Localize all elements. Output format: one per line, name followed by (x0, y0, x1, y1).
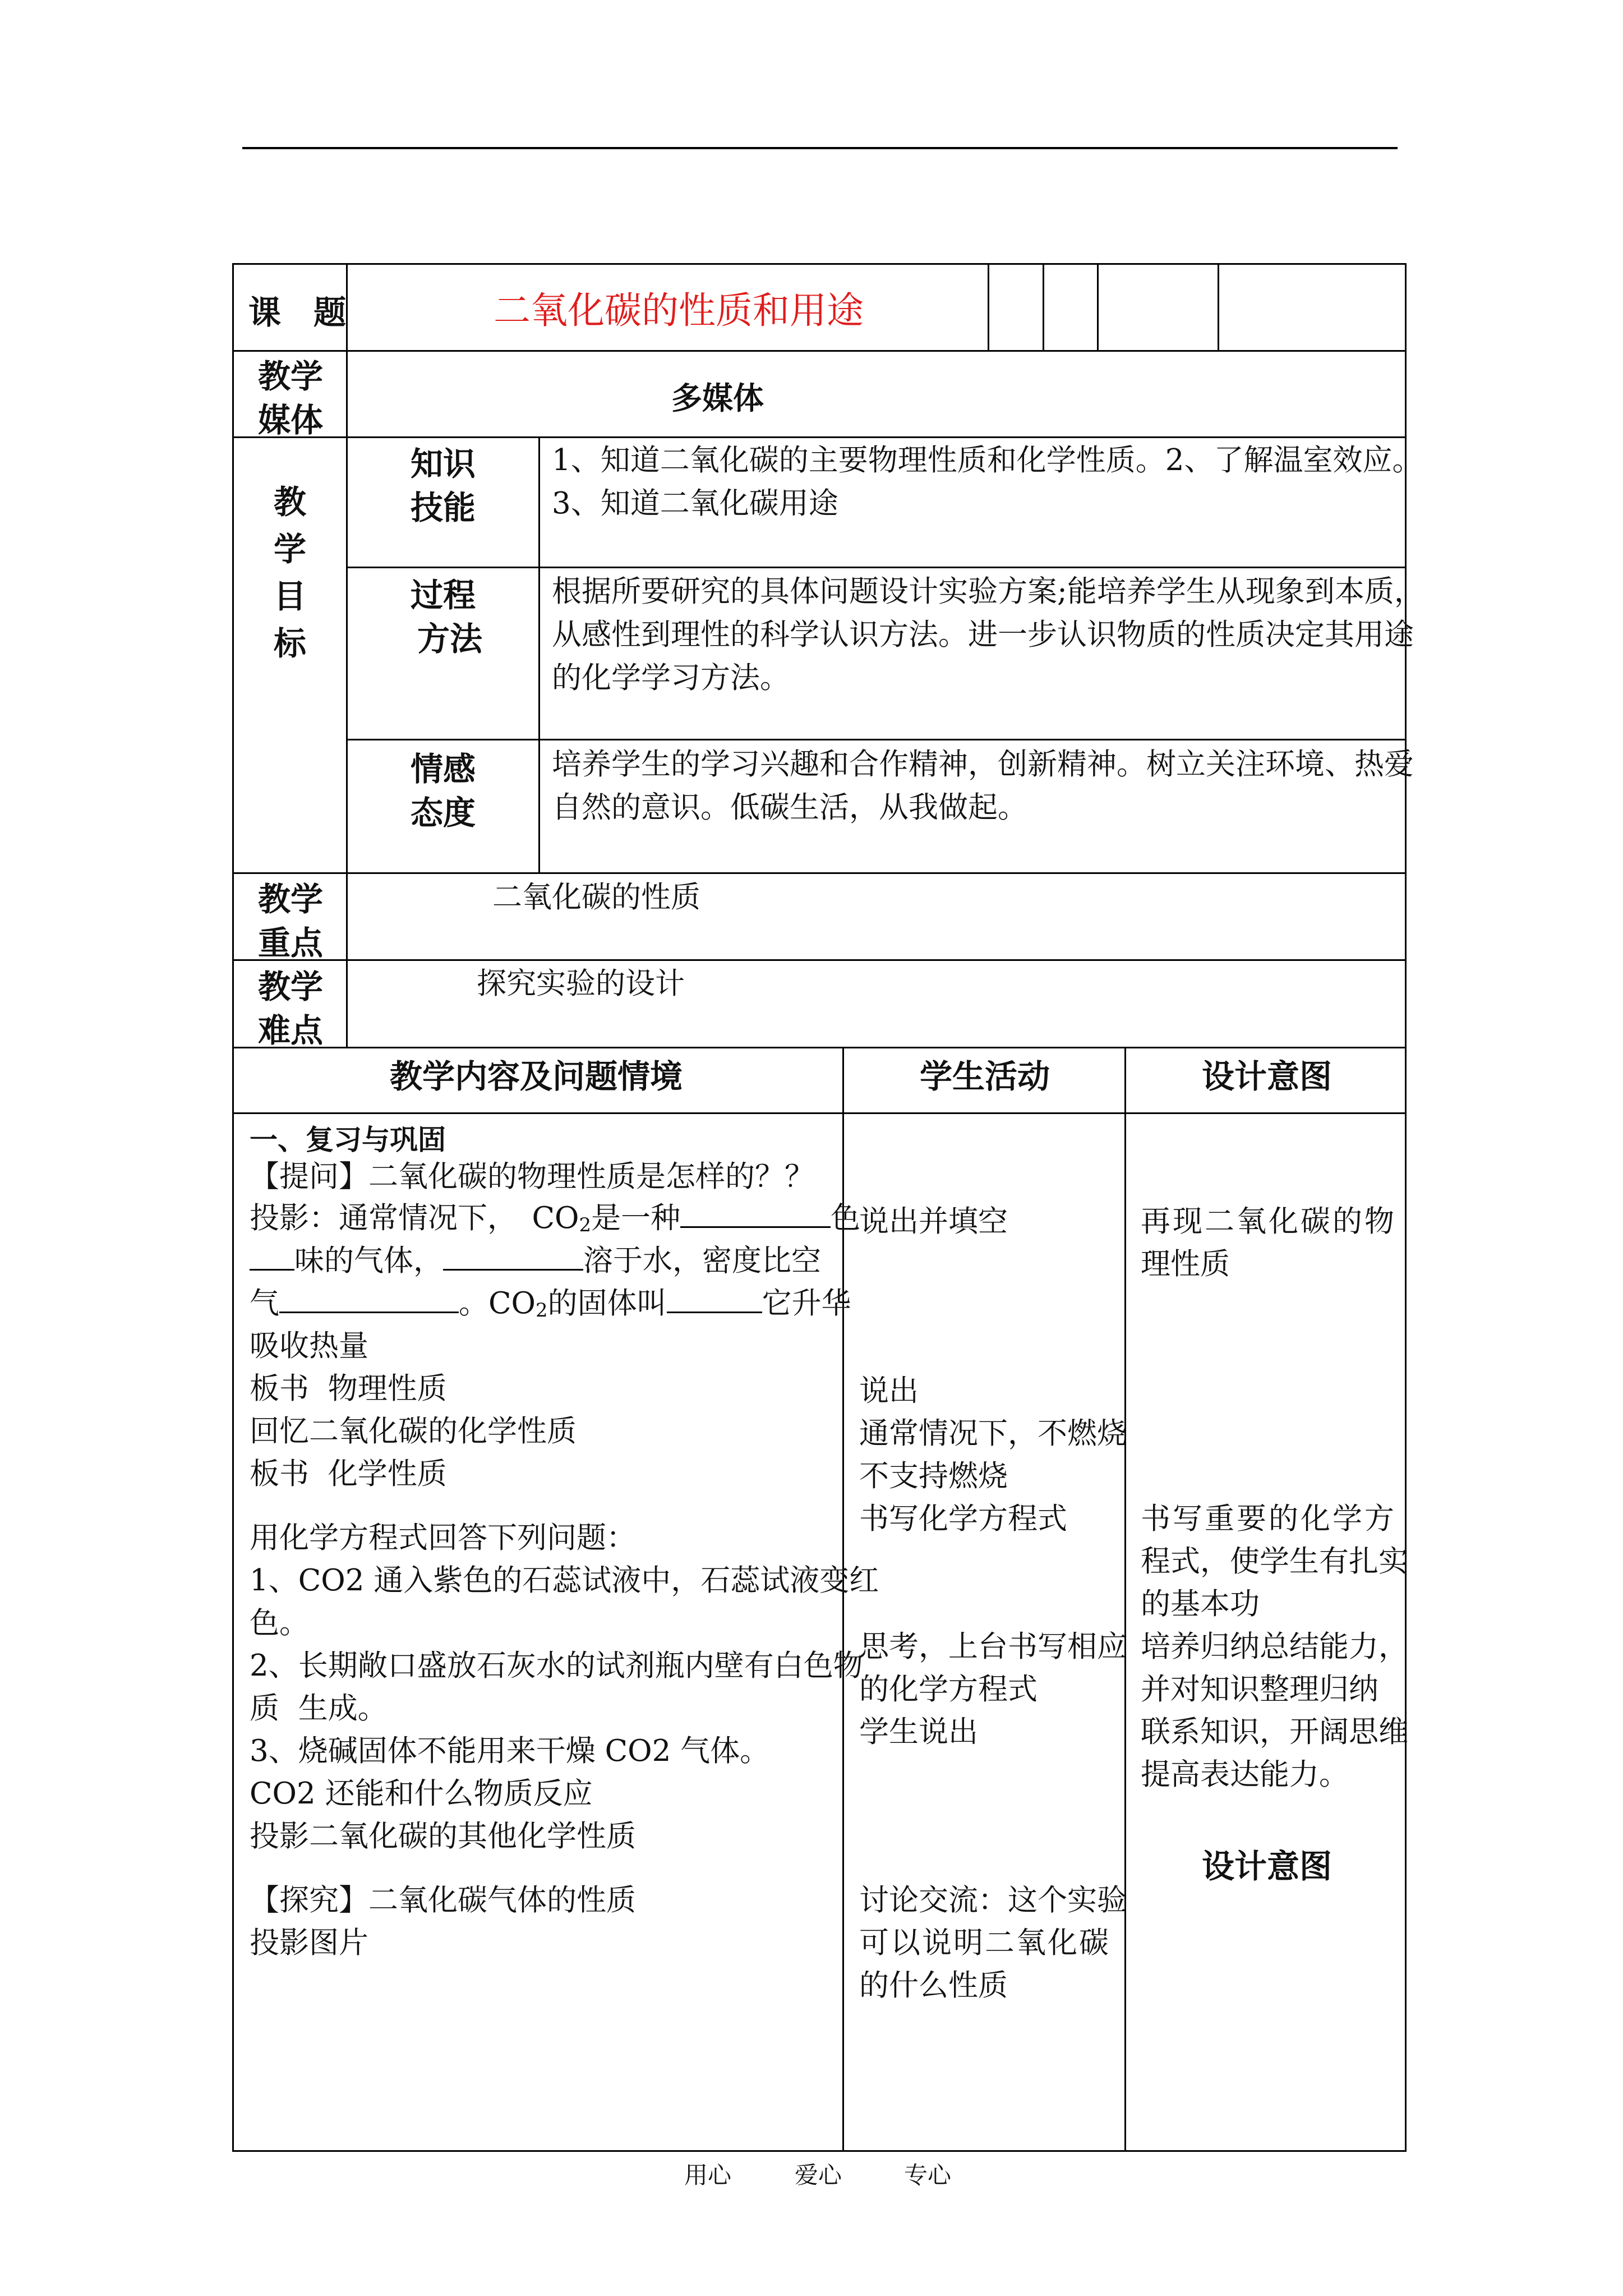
table-row-line (232, 959, 1407, 961)
focus-label-2: 重点 (258, 924, 324, 962)
table-col-line (1043, 263, 1044, 350)
fill-text: 投影：通常情况下， CO (250, 1201, 579, 1235)
emotion-line: 自然的意识。低碳生活，从我做起。 (552, 790, 1027, 825)
fill-text: 是一种 (591, 1201, 681, 1235)
knowledge-label-1: 知识 (411, 445, 476, 483)
table-border-bottom (232, 2150, 1407, 2152)
question-2b: 质 生成。 (250, 1691, 388, 1726)
design-intent: 并对知识整理归纳 (1141, 1672, 1378, 1706)
fill-text: 的固体叫 (547, 1286, 667, 1320)
knowledge-line: 3、知道二氧化碳用途 (552, 486, 838, 521)
footer-text-1: 用心 (684, 2161, 732, 2189)
student-activity: 说出并填空 (859, 1204, 1008, 1239)
explore-heading: 【探究】二氧化碳气体的性质 (250, 1883, 636, 1917)
table-col-line (1124, 1047, 1126, 2152)
table-col-line (1097, 263, 1099, 350)
question-1a: 1、CO2 通入紫色的石蕊试液中，石蕊试液变红 (250, 1563, 879, 1598)
student-activity: 学生说出 (859, 1715, 978, 1749)
projection-picture: 投影图片 (250, 1926, 368, 1960)
subscript: 2 (579, 1214, 592, 1236)
footer-text-2: 爱心 (795, 2161, 842, 2189)
design-intent-heading: 设计意图 (1202, 1847, 1332, 1885)
process-line: 从感性到理性的科学认识方法。进一步认识物质的性质决定其用途 (552, 618, 1414, 652)
table-row-line (232, 436, 1407, 438)
knowledge-line: 1、知道二氧化碳的主要物理性质和化学性质。2、了解温室效应。 (552, 443, 1422, 477)
goals-label-2: 学 (274, 530, 307, 568)
focus-label-1: 教学 (258, 880, 324, 918)
lesson-title: 二氧化碳的性质和用途 (494, 289, 864, 332)
footer-text-3: 专心 (904, 2161, 952, 2189)
table-border-left (232, 263, 234, 2152)
fill-line-b (250, 1240, 821, 1282)
student-activity: 讨论交流：这个实验 (859, 1883, 1127, 1917)
knowledge-label-2: 技能 (411, 489, 476, 527)
knowledge-text (552, 439, 1422, 525)
media-label-line1: 教学 (258, 357, 324, 395)
recall-chemical: 回忆二氧化碳的化学性质 (250, 1414, 577, 1448)
emotion-line: 培养学生的学习兴趣和合作精神，创新精神。树立关注环境、热爱 (552, 747, 1414, 781)
student-activity: 的化学方程式 (859, 1672, 1038, 1706)
table-col-line (346, 263, 348, 1047)
fill-text: 。CO (459, 1286, 536, 1320)
column-header-student: 学生活动 (920, 1057, 1050, 1096)
process-line: 根据所要研究的具体问题设计实验方案;能培养学生从现象到本质， (552, 574, 1424, 609)
table-row-line (346, 567, 1407, 568)
difficulty-label-2: 难点 (258, 1011, 324, 1050)
design-intent: 提高表达能力。 (1141, 1757, 1349, 1792)
fill-line-d: 吸收热量 (250, 1329, 368, 1363)
question-2a: 2、长期敞口盛放石灰水的试剂瓶内壁有白色物 (250, 1649, 863, 1683)
fill-text: 它升华 (762, 1286, 851, 1320)
topic-label: 课 题 (248, 293, 347, 332)
focus-value: 二氧化碳的性质 (492, 880, 700, 914)
fill-text: 气 (250, 1286, 279, 1320)
fill-line-a (250, 1197, 860, 1246)
goals-label-4: 标 (274, 624, 307, 662)
question-3: 3、烧碱固体不能用来干燥 CO2 气体。 (250, 1734, 770, 1768)
table-row-line (232, 350, 1407, 352)
process-line: 的化学学习方法。 (552, 661, 790, 695)
question-1b: 色。 (250, 1606, 309, 1640)
goals-label-1: 教 (274, 483, 307, 521)
design-intent: 联系知识，开阔思维 (1141, 1715, 1408, 1749)
student-activity: 不支持燃烧 (859, 1459, 1008, 1493)
process-text (552, 570, 1424, 700)
student-activity: 可以说明二氧化碳 (859, 1926, 1110, 1960)
table-col-line (1218, 263, 1219, 350)
blank-field (250, 1241, 294, 1271)
table-border-right (1405, 263, 1407, 2152)
difficulty-value: 探究实验的设计 (477, 967, 685, 1001)
table-border-top (232, 263, 1407, 265)
emotion-label-1: 情感 (411, 750, 476, 788)
question-line: 【提问】二氧化碳的物理性质是怎样的？？ (250, 1159, 814, 1194)
design-intent: 再现二氧化碳的物 (1141, 1204, 1396, 1239)
process-label-1: 过程 (411, 576, 476, 614)
equation-intro: 用化学方程式回答下列问题： (250, 1521, 636, 1555)
table-col-line (988, 263, 989, 350)
student-activity: 的什么性质 (859, 1968, 1008, 2003)
fill-text: 味的气体， (294, 1244, 443, 1278)
blank-field (680, 1198, 831, 1228)
projection-chemical: 投影二氧化碳的其他化学性质 (250, 1819, 636, 1853)
table-row-line (232, 1047, 1407, 1048)
blank-field (667, 1283, 762, 1313)
board-physical: 板书 物理性质 (250, 1372, 447, 1406)
section-heading: 一、复习与巩固 (250, 1124, 446, 1156)
design-intent: 的基本功 (1141, 1587, 1260, 1621)
emotion-label-2: 态度 (411, 794, 476, 832)
design-intent: 理性质 (1141, 1247, 1230, 1281)
media-label-line2: 媒体 (258, 401, 324, 439)
column-header-design: 设计意图 (1202, 1057, 1332, 1096)
media-value: 多媒体 (671, 380, 764, 416)
board-chemical: 板书 化学性质 (250, 1457, 447, 1491)
blank-field (443, 1241, 583, 1271)
student-activity: 思考，上台书写相应 (859, 1630, 1127, 1664)
table-row-line (232, 1112, 1407, 1114)
fill-text: 色 (831, 1201, 861, 1235)
subscript: 2 (536, 1299, 548, 1322)
table-col-line (538, 436, 540, 872)
fill-line-c (250, 1282, 851, 1332)
process-label-2: 方法 (417, 620, 483, 658)
table-row-line (346, 739, 1407, 740)
emotion-text (552, 743, 1414, 829)
blank-field (279, 1283, 459, 1313)
difficulty-label-1: 教学 (258, 968, 324, 1006)
fill-text: 溶于水，密度比空 (583, 1244, 821, 1278)
student-activity: 书写化学方程式 (859, 1502, 1067, 1536)
table-row-line (232, 872, 1407, 874)
header-rule (242, 147, 1398, 149)
student-activity: 说出 (859, 1374, 919, 1408)
design-intent: 培养归纳总结能力， (1141, 1630, 1408, 1664)
column-header-content: 教学内容及问题情境 (390, 1057, 683, 1096)
design-intent: 程式，使学生有扎实 (1141, 1544, 1408, 1579)
design-intent: 书写重要的化学方 (1141, 1502, 1396, 1536)
other-reactions: CO2 还能和什么物质反应 (250, 1777, 593, 1811)
goals-label-3: 目 (274, 577, 307, 615)
student-activity: 通常情况下，不燃烧 (859, 1416, 1127, 1451)
